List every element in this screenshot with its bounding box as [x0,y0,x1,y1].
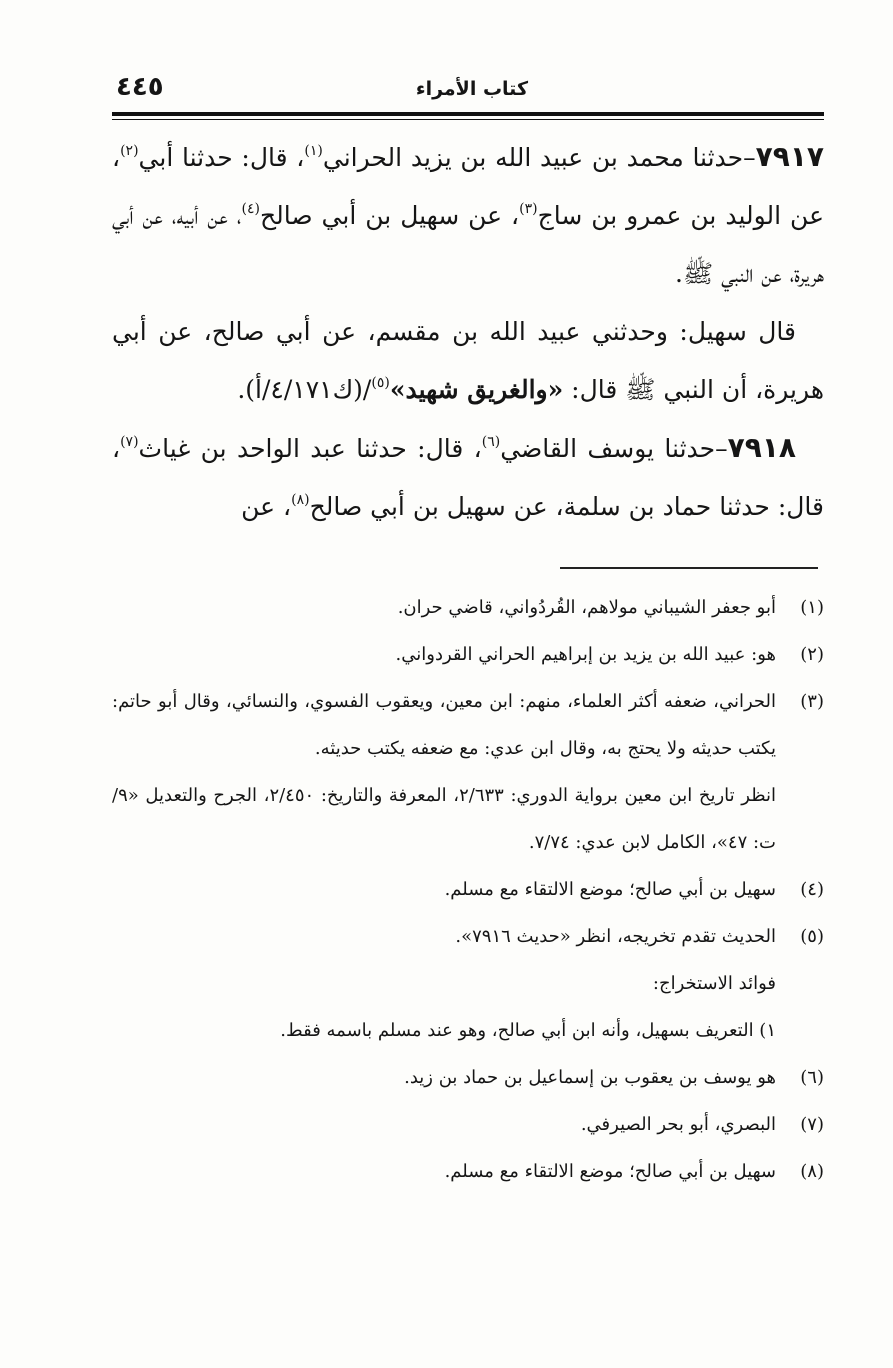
footnote-1 [112,584,824,631]
footnote-2 [112,631,824,678]
footnotes [112,584,824,1195]
footnote-body [112,678,776,866]
hadith-text: ، قال: حدثنا حماد بن سلمة، عن سهيل بن أبي صالح [112,434,824,521]
hadith-text: ، قال: حدثنا عبد الواحد بن غياث [138,434,482,463]
footnote-separator [560,567,818,569]
footnote-8 [112,1148,824,1195]
hadith-text: ، عن سهيل بن أبي صالح [259,201,520,230]
footnote-mark: (٤) [800,879,824,900]
main-text [112,128,824,536]
footnote-5 [112,913,824,1054]
footnote-3 [112,678,824,866]
manuscript-ref: /(ك٤/١٧١/أ). [237,375,372,404]
hadith-7917-continuation [112,303,824,419]
footnote-7 [112,1101,824,1148]
hadith-text: ، عن الوليد بن عمرو بن ساج [112,143,824,230]
footnote-ref: (٣) [519,201,538,217]
footnote-mark: (٨) [800,1161,824,1182]
footnote-ref: (٥) [371,375,390,391]
footnote-body [112,1054,776,1101]
footnote-text: أبو جعفر الشيباني مولاهم، القُردُواني، قاضي حران. [397,597,776,618]
footnote-mark: (٥) [800,926,824,947]
footnote-mark: (٧) [800,1114,824,1135]
hadith-7918 [112,419,824,536]
hadith-7917 [112,128,824,303]
footnote-body [112,584,776,631]
hadith-text: –حدثنا محمد بن عبيد الله بن يزيد الحراني [322,143,756,172]
header-rule-thin [112,119,824,120]
footnote-4 [112,866,824,913]
footnote-mark: (٢) [800,644,824,665]
hadith-text: ، قال: حدثنا أبي [138,143,305,172]
footnote-text: انظر تاريخ ابن معين برواية الدوري: ٢/٦٣٣، المعرفة والتاريخ: ٢/٤٥٠، الجرح والتعديل «٩/ت: ٤٧»، الكامل لابن عدي: ٧/٧٤. [112,785,777,853]
hadith-text: ، عن [241,492,292,521]
footnote-mark: (١) [800,597,824,618]
footnote-body [112,631,776,678]
footnote-text: الحديث تقدم تخريجه، انظر «حديث ٧٩١٦». [455,926,776,947]
footnote-mark: (٦) [800,1067,824,1088]
footnote-body [112,1101,776,1148]
footnote-ref: (٦) [481,434,501,450]
footnote-ref: (٤) [241,201,260,217]
footnote-6 [112,1054,824,1101]
hadith-number: ٧٩١٨ [727,431,796,464]
page-number: ٤٤٥ [116,72,164,102]
hadith-text: ، عن أبيه، عن أبي هريرة، عن النبي ﷺ. [112,201,824,288]
footnote-body [112,913,776,1054]
hadith-text: قال سهيل: وحدثني عبيد الله بن مقسم، عن أبي صالح، عن أبي هريرة، أن النبي ﷺ قال: [112,317,824,404]
footnote-text: هو: عبيد الله بن يزيد بن إبراهيم الحراني القردواني. [395,644,776,665]
hadith-number: ٧٩١٧ [755,140,824,173]
hadith-quote: «والغريق شهيد» [389,375,564,404]
footnote-text: البصري، أبو بحر الصيرفي. [580,1114,776,1135]
footnote-mark: (٣) [800,691,824,712]
footnote-ref: (١) [304,143,323,159]
footnote-text: الحراني، ضعفه أكثر العلماء، منهم: ابن معين، ويعقوب الفسوي، والنسائي، وقال أبو حاتم: يكتب حديثه ولا يحتج به، وقال ابن عدي: مع ضعفه يكتب حديثه. [112,691,776,759]
footnote-text: سهيل بن أبي صالح؛ موضع الالتقاء مع مسلم. [444,1161,776,1182]
footnote-text: سهيل بن أبي صالح؛ موضع الالتقاء مع مسلم. [444,879,776,900]
footnote-ref: (٧) [120,434,139,450]
footnote-body [112,1148,776,1195]
footnote-ref: (٢) [120,143,139,159]
chapter-title: كتاب الأمراء [415,78,528,100]
footnote-text: هو يوسف بن يعقوب بن إسماعيل بن حماد بن زيد. [404,1067,776,1088]
running-header [112,72,824,108]
footnote-text: ١) التعريف بسهيل، وأنه ابن أبي صالح، وهو عند مسلم باسمه فقط. [280,1020,776,1041]
footnote-ref: (٨) [291,492,310,508]
footnote-subheading: فوائد الاستخراج: [652,973,776,994]
footnote-body [112,866,776,913]
hadith-text: –حدثنا يوسف القاضي [500,434,728,463]
header-rule-thick [112,112,824,116]
